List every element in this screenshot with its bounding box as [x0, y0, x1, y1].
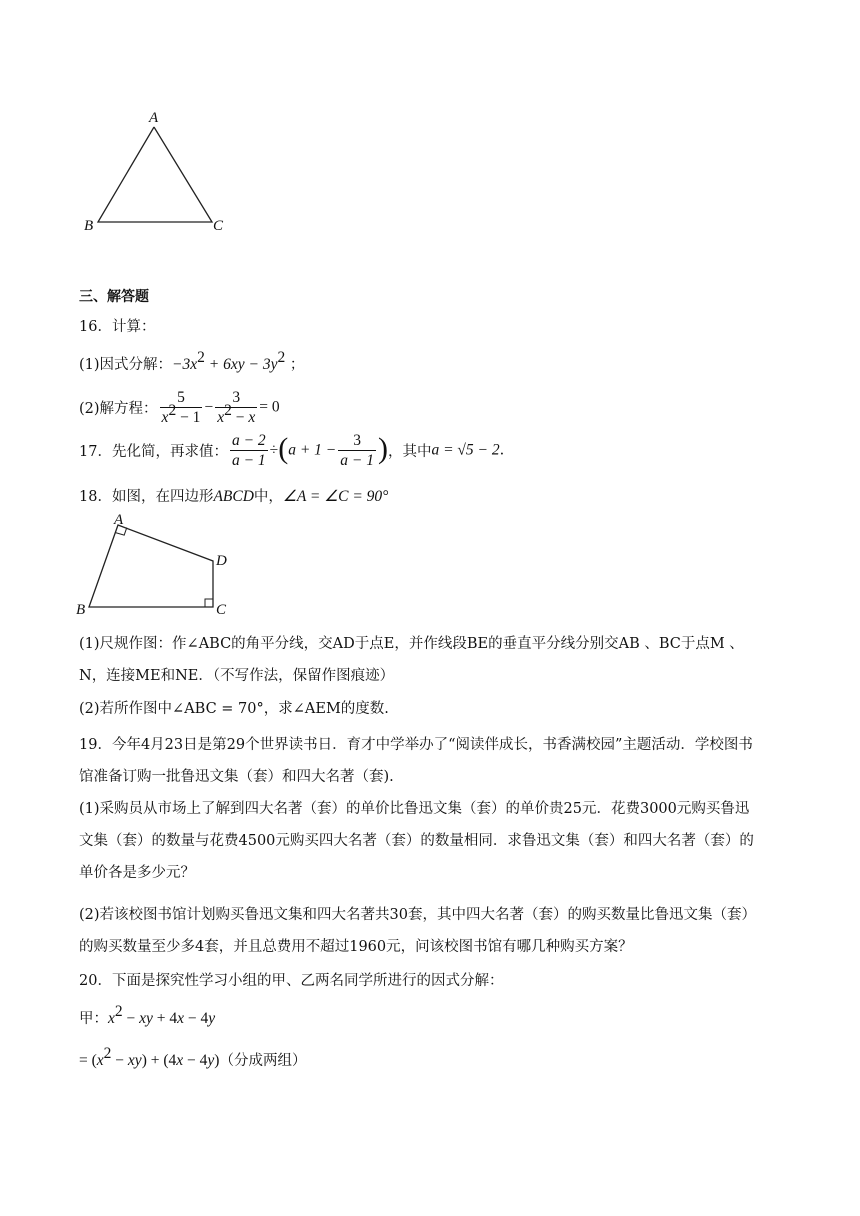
vertex-label-d: D [216, 553, 227, 569]
vertex-label-a: A [114, 512, 124, 528]
question-20-line-1: 20．下面是探究性学习小组的甲、乙两名同学所进行的因式分解： [79, 973, 504, 989]
question-19-line-2: 馆准备订购一批鲁迅文集（套）和四大名著（套). [79, 769, 394, 785]
a-value: a = √5 − 2 [431, 441, 500, 459]
vertex-label-b: B [76, 602, 86, 618]
intro-prefix: 18．如图，在四边形 [79, 489, 214, 505]
question-18-part-2: (2)若所作图中∠ABC = 70°，求∠AEM的度数. [79, 701, 389, 717]
question-17-number: 17．先化简，再求值： [79, 444, 228, 460]
triangle-abc [98, 127, 212, 222]
fraction-a-minus-2: $\frac{a - 2}{a - 1}$ [231, 432, 266, 469]
fraction-3: $\frac{3}{x^2 - x}$ [217, 389, 256, 426]
question-19-part-2-line-2: 的购买数量至少多4套，并且总费用不超过1960元，问该校图书馆有哪几种购买方案？ [79, 939, 633, 955]
question-16-number: 16．计算： [79, 319, 156, 335]
inner-expression: a + 1 − [288, 441, 337, 459]
jia-expression: $x^2$ − xy + 4x − 4y [108, 1003, 216, 1027]
intro-mid: 中， [253, 489, 283, 505]
right-angle-mark-c [205, 599, 213, 607]
angle-condition: ∠A = ∠C = 90° [282, 488, 389, 505]
vertex-label-b: B [84, 218, 94, 234]
question-19-part-1-line-2: 文集（套）的数量与花费4500元购买四大名著（套）的数量相同．求鲁迅文集（套）和四大名著（套）的 [79, 833, 754, 849]
question-18-intro [79, 485, 388, 506]
where-text: ，其中 [387, 444, 432, 460]
question-17: 17．先化简，再求值： $\frac{a - 2}{a - 1}$ ÷(a + 1 − $\frac{3}{a - 1}$ )，其中a = √5 − 2. [79, 431, 505, 469]
triangle-figure [80, 105, 240, 240]
part-2-label: (2)解方程： [79, 401, 158, 417]
factor-expression: $-3x^2 + 6xy - 3y^2$ [172, 349, 286, 373]
question-20-step-1 [79, 1045, 307, 1070]
grouped-expression: = $(x^2 - xy) + (4x - 4y)$ [79, 1045, 220, 1069]
vertex-label-a: A [149, 110, 159, 126]
fraction-3-over-a-minus-1: $\frac{3}{a - 1}$ [340, 432, 374, 469]
question-16-part-1: (1)因式分解：$-3x^2 + 6xy - 3y^2$ ； [79, 349, 305, 373]
question-19-part-1-line-3: 单价各是多少元？ [79, 865, 195, 881]
question-19-line-1: 19．今年4月23日是第29个世界读书日．育才中学举办了“阅读伴成长，书香满校园”主题活动．学校图书 [79, 737, 753, 753]
vertex-label-c: C [216, 602, 227, 618]
question-16-part-2: (2)解方程： $\frac{5}{x^2 - 1}$ − $\frac{3}{x^2 - x}$ = 0 [79, 389, 280, 426]
question-19-part-2-line-1: (2)若该校图书馆计划购买鲁迅文集和四大名著共30套，其中四大名著（套）的购买数量比鲁迅文集（套） [79, 907, 756, 923]
quadrilateral-name: ABCD [213, 488, 254, 505]
jia-label: 甲： [79, 1011, 108, 1027]
vertex-label-c: C [213, 218, 224, 234]
group-note: （分成两组） [219, 1053, 307, 1069]
period: . [499, 442, 505, 459]
equals-zero: = 0 [259, 398, 280, 416]
part-1-label: (1)因式分解： [79, 357, 173, 373]
quadrilateral-figure [74, 510, 244, 620]
question-18-part-1-line-2: N，连接ME和NE．（不写作法，保留作图痕迹） [79, 668, 395, 684]
question-20-jia-line [79, 1003, 216, 1028]
question-19-part-1-line-1: (1)采购员从市场上了解到四大名著（套）的单价比鲁迅文集（套）的单价贵25元．花费3000元购买鲁迅 [79, 801, 750, 817]
quadrilateral-abcd [89, 525, 213, 607]
question-18-part-1-line-1: (1)尺规作图：作∠ABC的角平分线，交AD于点E，并作线段BE的垂直平分线分别交AB 、BC于点M 、 [79, 636, 744, 652]
section-title: 三、解答题 [79, 289, 149, 305]
fraction-5: $\frac{5}{x^2 - 1}$ [161, 389, 201, 426]
